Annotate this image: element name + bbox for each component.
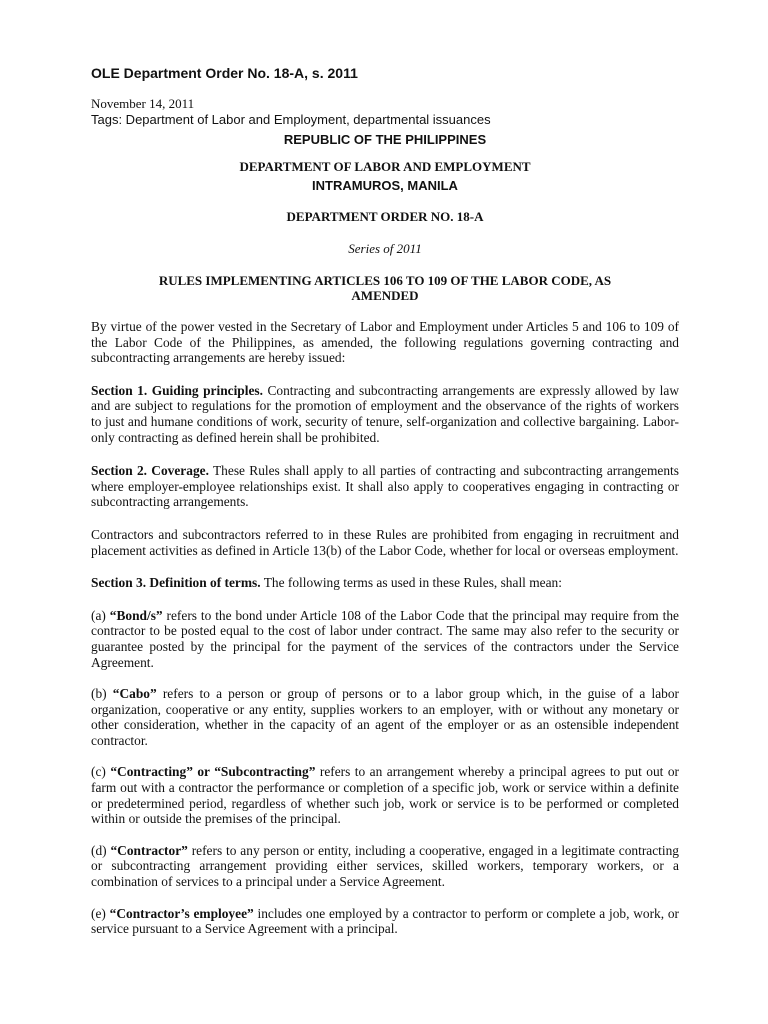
definition-a	[91, 608, 679, 670]
definition-c-text: refers to an arrangement whereby a principal agrees to put out or farm out with a contractor the performance or completion of a specific job, work or service within a definite or predetermined period, regardless of whether such job, work or service is to be performed or completed within or outside the premises of the principal.	[91, 764, 679, 827]
department-heading: DEPARTMENT OF LABOR AND EMPLOYMENT	[239, 159, 531, 174]
section-2-heading: Section 2. Coverage.	[91, 463, 209, 479]
definition-a-text: refers to the bond under Article 108 of the Labor Code that the principal may require from the contractor to be posted equal to the cost of labor under contract. The same may also refer to the security or guarantee posted by the principal for the payment of the services of the contractors under the Service Agreement.	[91, 607, 679, 670]
location-heading: INTRAMUROS, MANILA	[312, 178, 458, 193]
series-heading: Series of 2011	[348, 241, 422, 256]
section-1-heading: Section 1. Guiding principles.	[91, 382, 263, 398]
definition-e-term: “Contractor’s employee”	[109, 905, 254, 921]
definition-c-prefix: (c)	[91, 764, 111, 780]
definition-e-prefix: (e)	[91, 905, 110, 921]
section-3-text: The following terms as used in these Rules, shall mean:	[260, 575, 562, 591]
definition-d-prefix: (d)	[91, 842, 111, 858]
contractors-paragraph: Contractors and subcontractors referred to in these Rules are prohibited from engaging in recruitment and placement activities as defined in Article 13(b) of the Labor Code, whether for local or overseas employment.	[91, 526, 679, 558]
definition-b	[91, 686, 679, 748]
definition-b-term: “Cabo”	[112, 686, 157, 702]
section-2-text: These Rules shall apply to all parties of contracting and subcontracting arrangements where employer-employee relationships exist. It shall also apply to cooperatives engaging in contracting or subcontracting arrangements.	[91, 463, 679, 510]
definition-a-term: “Bond/s”	[109, 607, 163, 623]
section-3-heading: Section 3. Definition of terms.	[91, 575, 261, 591]
definition-c	[91, 764, 679, 826]
definition-e	[91, 906, 679, 937]
intro-paragraph: By virtue of the power vested in the Secretary of Labor and Employment under Articles 5 and 106 to 109 of the Labor Code of the Philippines, as amended, the following regulations governing contracting and subcontracting arrangements are hereby issued:	[91, 319, 679, 366]
section-2-paragraph	[91, 463, 679, 510]
section-3-paragraph	[91, 575, 679, 591]
definition-d-text: refers to any person or entity, including a cooperative, engaged in a legitimate contracting or subcontracting arrangement providing either services, skilled workers, temporary workers, or a combination of services to a principal under a Service Agreement.	[91, 842, 679, 890]
definition-d	[91, 843, 679, 890]
definition-d-term: “Contractor”	[110, 842, 188, 858]
order-number-heading: DEPARTMENT ORDER NO. 18-A	[286, 209, 484, 224]
republic-heading: REPUBLIC OF THE PHILIPPINES	[283, 132, 487, 147]
definition-b-prefix: (b)	[91, 686, 113, 702]
document-date: November 14, 2011	[91, 96, 195, 111]
rules-title	[91, 273, 679, 303]
section-1-paragraph	[91, 383, 679, 445]
document-tags: Tags: Department of Labor and Employment, departmental issuances	[91, 112, 491, 127]
definition-c-term: “Contracting” or “Subcontracting”	[110, 764, 316, 780]
definition-a-prefix: (a)	[91, 607, 110, 623]
document-title: OLE Department Order No. 18-A, s. 2011	[91, 65, 358, 81]
rules-title-line-2: AMENDED	[351, 288, 419, 303]
definition-e-text: includes one employed by a contractor to perform or complete a job, work, or service pursuant to a Service Agreement with a principal.	[91, 905, 679, 937]
definition-b-text: refers to a person or group of persons or to a labor group which, in the guise of a labor organization, cooperative or any entity, supplies workers to an employer, with or without any monetary or other consideration, whether in the capacity of an agent of the employer or as an ostensible independent contractor.	[91, 686, 679, 748]
rules-title-line-1: RULES IMPLEMENTING ARTICLES 106 TO 109 OF THE LABOR CODE, AS	[158, 273, 612, 288]
section-1-text: Contracting and subcontracting arrangements are expressly allowed by law and are subject to regulations for the promotion of employment and the observance of the rights of workers to just and humane conditions of work, security of tenure, self-organization and collective bargaining. Labor-only contracting as defined herein shall be prohibited.	[91, 382, 679, 445]
